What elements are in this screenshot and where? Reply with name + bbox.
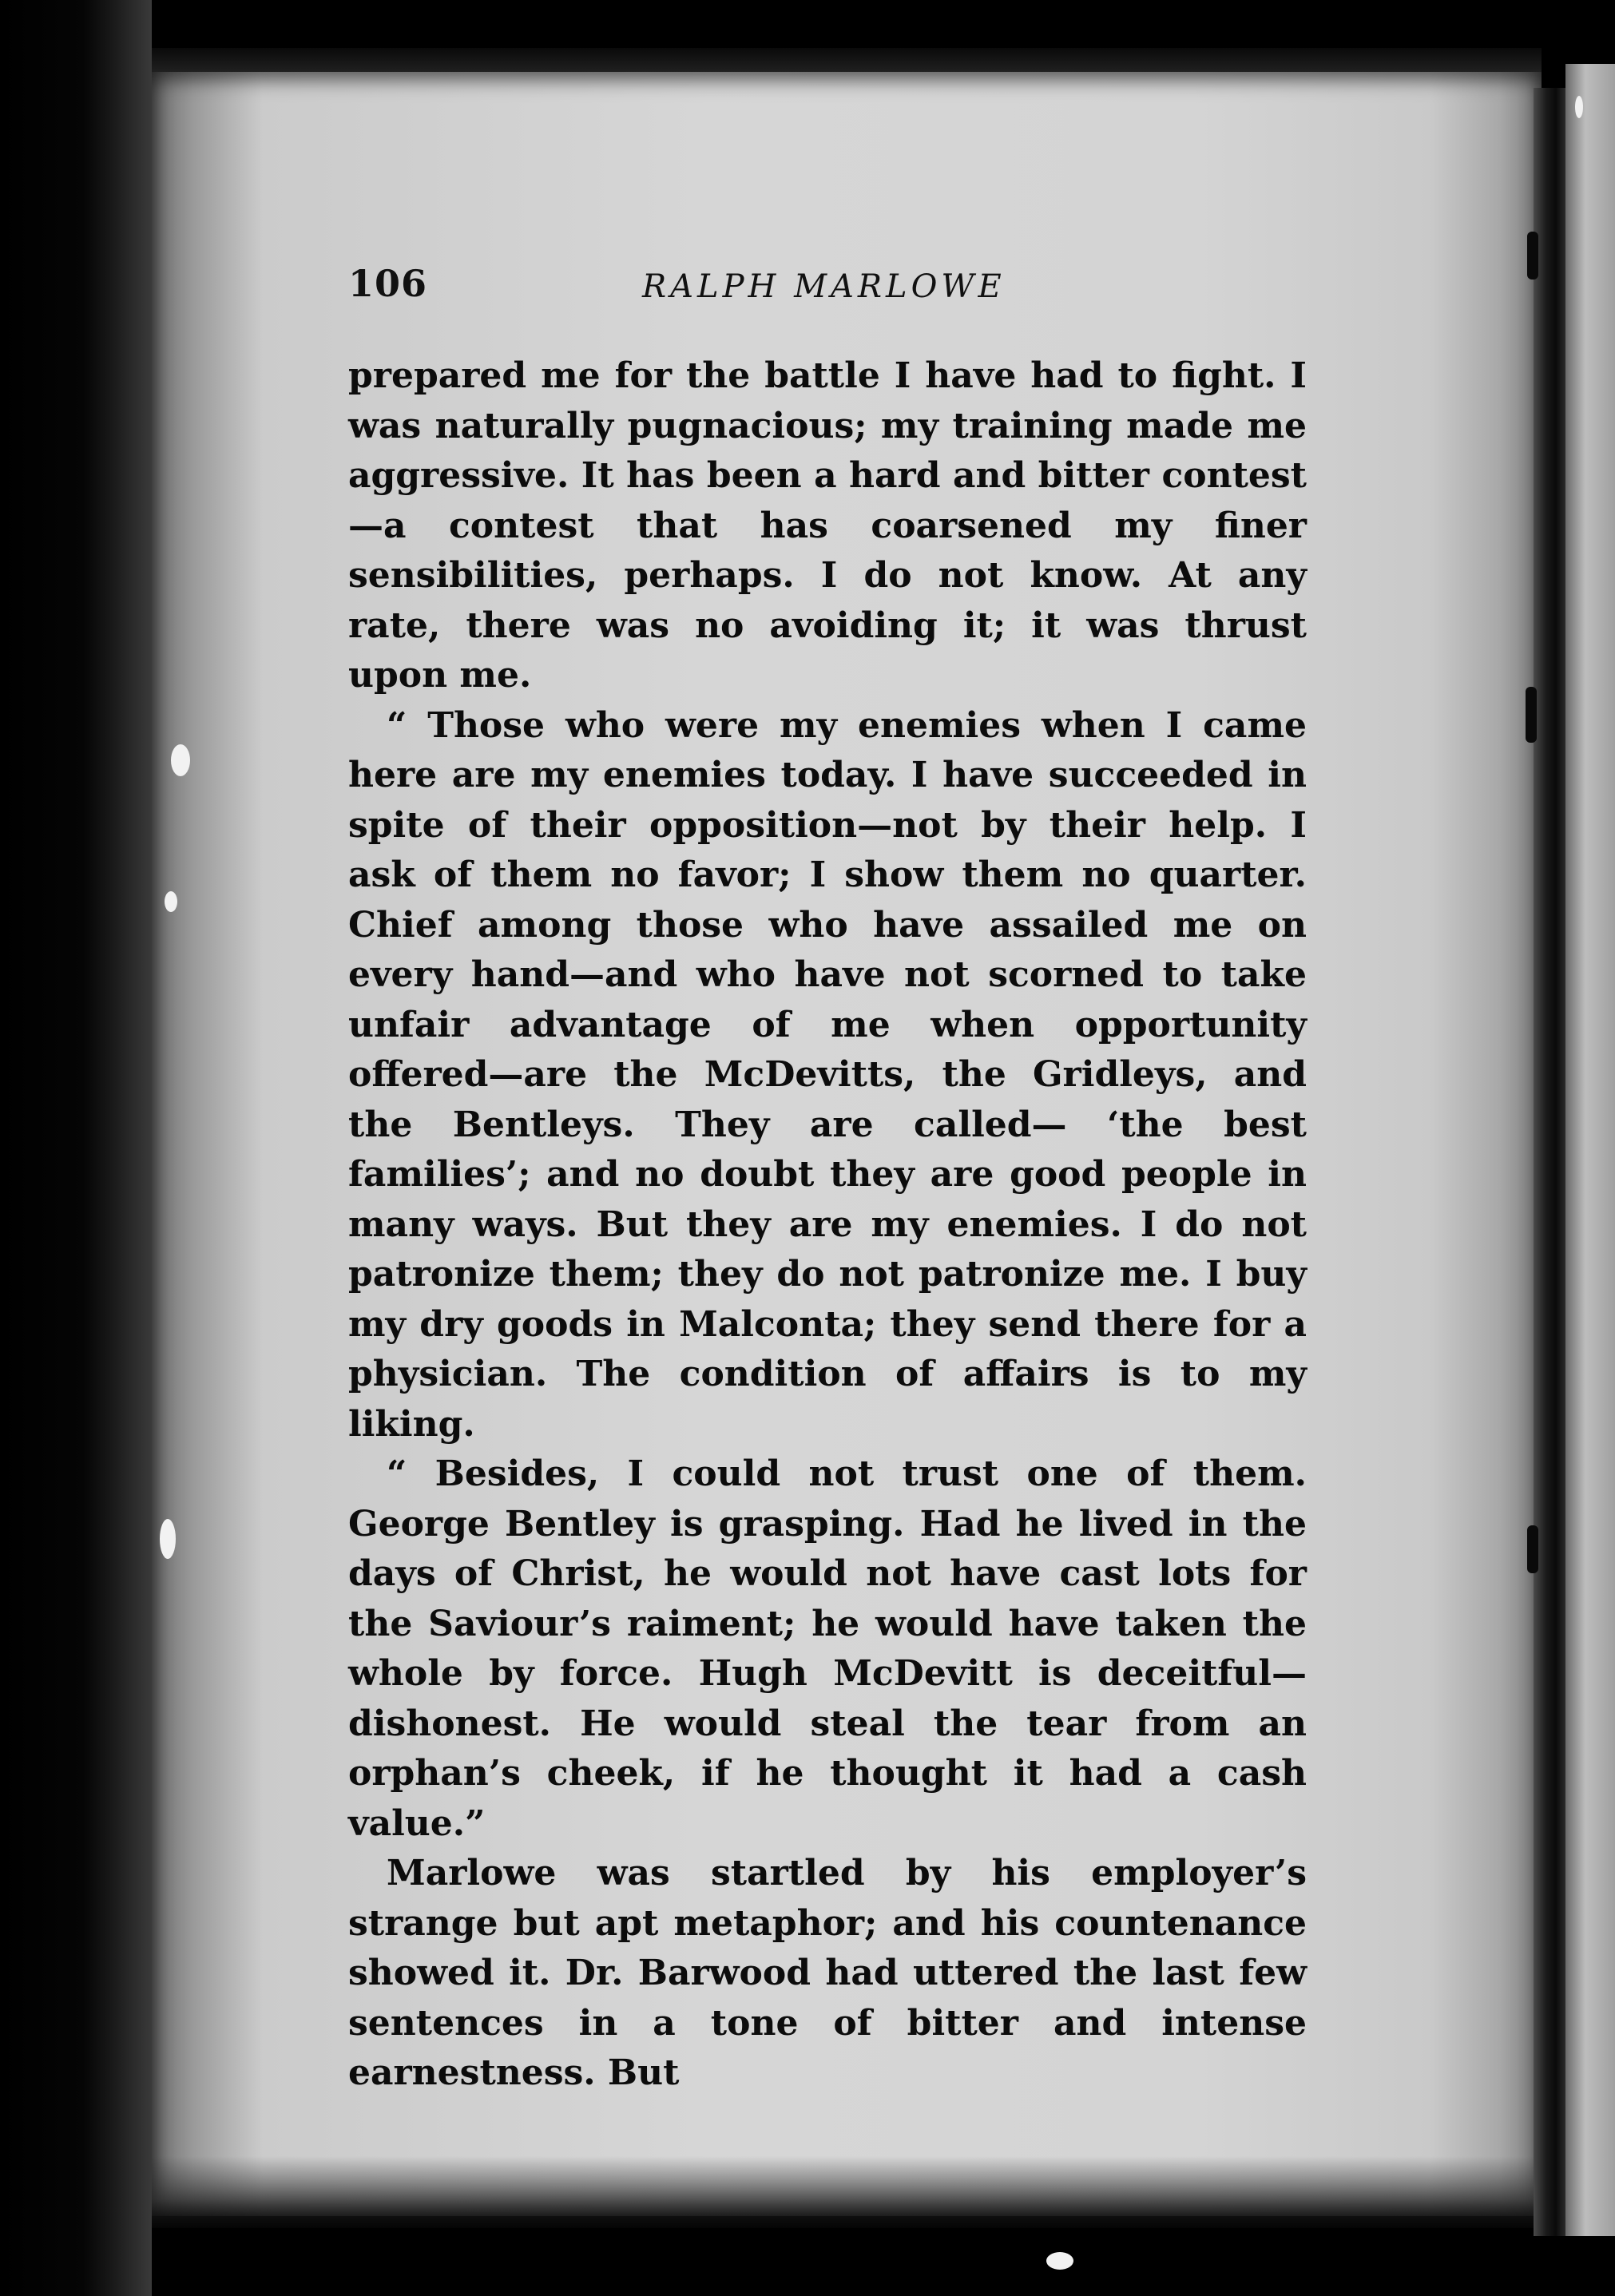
page-bottom-shadow xyxy=(152,2156,1542,2228)
gutter-bar xyxy=(1534,88,1565,2236)
binding-nub xyxy=(1527,232,1538,280)
binding-nub xyxy=(1527,1525,1538,1573)
scan-speck xyxy=(1575,96,1583,118)
next-page-edge xyxy=(1565,64,1615,2236)
scan-speck xyxy=(171,744,190,776)
paragraph: “ Those who were my enemies when I came here are my enemies today. I have succeeded in spite of their opposition—not by their help. I ask of them no favor; I show them no quarter. Chief among those who have assailed me on every hand—and who have not scorned to take unfair advantage of me when opportunity offered—are the McDevitts, the Gridleys, and the Bentleys. They are called— ‘the best families’; and no doubt they are good people in many ways. But they are my enemies. I do not patronize them; they do not patronize me. I buy my dry goods in Malconta; they send there for a physician. The condition of affairs is to my liking. xyxy=(348,704,1307,1445)
paragraph: “ Besides, I could not trust one of them. George Bentley is grasping. Had he lived in the days of Christ, he would not have cast lots for the Saviour’s raiment; he would have taken the whole by force. Hugh McDevitt is deceitful—dishonest. He would steal the tear from an orphan’s cheek, if he thought it had a cash value.” xyxy=(348,1453,1307,1844)
paragraph: Marlowe was startled by his employer’s strange but apt metaphor; and his countenance showed it. Dr. Barwood had uttered the last few sentences in a tone of bitter and intense earnestness. But xyxy=(348,1853,1307,2093)
running-head: RALPH MARLOWE xyxy=(642,268,1006,305)
page-number: 106 xyxy=(348,262,428,305)
left-binding-margin xyxy=(0,0,152,2296)
scan-speck xyxy=(1046,2252,1073,2270)
page-header xyxy=(348,262,1307,318)
paragraph: prepared me for the battle I have had to fight. I was naturally pugnacious; my training made me aggressive. It has been a hard and bitter contest—a contest that has coarsened my finer sensibilities, perhaps. I do not know. At any rate, there was no avoiding it; it was thrust upon me. xyxy=(348,355,1307,696)
scan-speck xyxy=(165,891,177,912)
scan-speck xyxy=(160,1519,176,1559)
body-text xyxy=(348,351,1307,2099)
binding-nub xyxy=(1526,687,1537,743)
